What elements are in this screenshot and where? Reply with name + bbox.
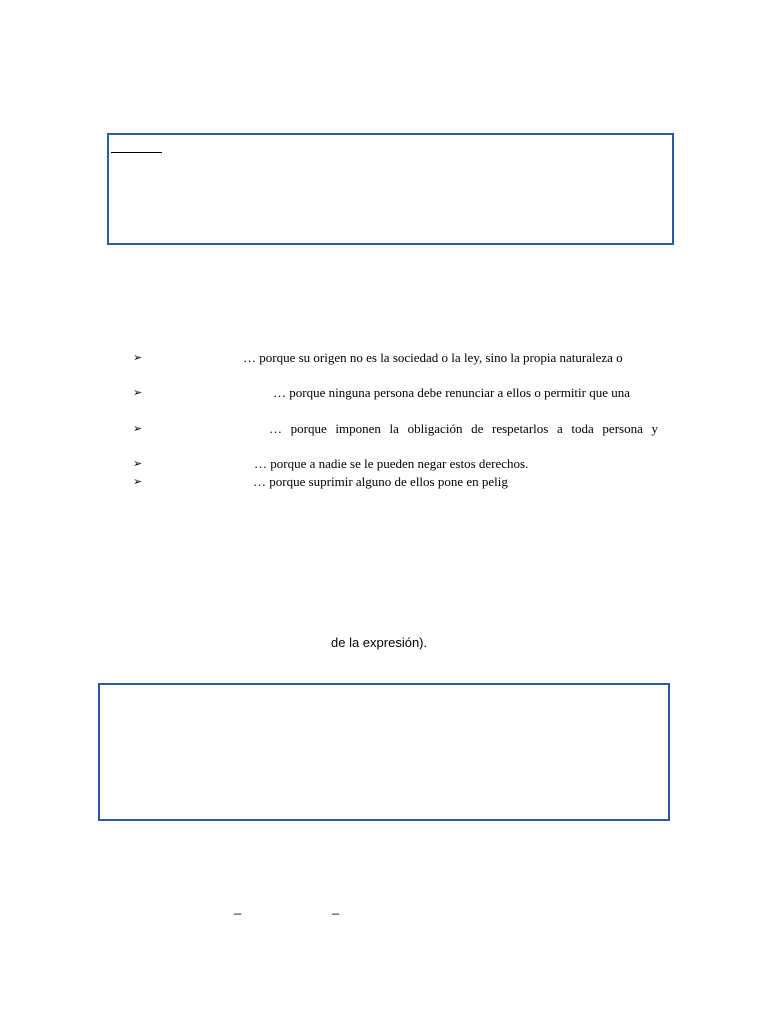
text-fragment: de la expresión). [331,635,428,650]
arrow-bullet-icon: ➢ [133,422,143,435]
list-item [133,473,145,491]
answer-box-top[interactable] [107,133,674,245]
blank-dash-2: _ [332,900,340,915]
list-item [133,455,145,473]
list-item [133,384,145,402]
bullet-text-4: … porque a nadie se le pueden negar estos derechos. [254,456,529,471]
arrow-bullet-icon: ➢ [133,457,143,470]
list-item [133,349,145,367]
arrow-bullet-icon: ➢ [133,386,143,399]
list-item [133,420,145,438]
answer-box-bottom[interactable] [98,683,670,821]
blank-dash-1: _ [234,900,242,915]
bullet-text-2: … porque ninguna persona debe renunciar a ellos o permitir que una [273,385,631,400]
arrow-bullet-icon: ➢ [133,351,143,364]
bullet-text-5: … porque suprimir alguno de ellos pone en pelig [253,474,508,489]
bullet-text-3: … porque imponen la obligación de respetarlos a toda persona y [269,421,658,436]
bullet-text-1: … porque su origen no es la sociedad o la ley, sino la propia naturaleza o [243,350,623,365]
blank-line [111,152,162,153]
arrow-bullet-icon: ➢ [133,475,143,488]
